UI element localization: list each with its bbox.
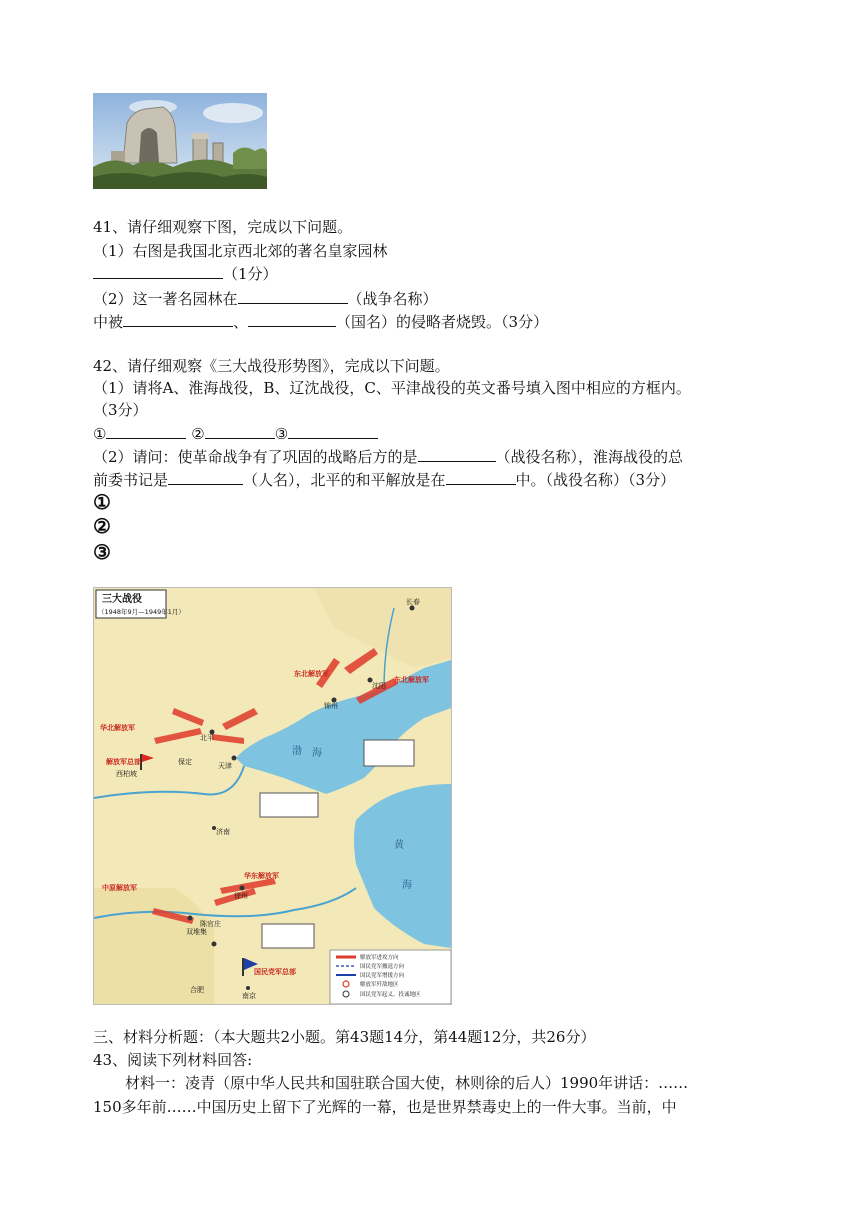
legend-3: 国民党军增援方向 [360,973,405,979]
map-subtitle: （1948年9月—1949年1月） [98,608,185,616]
q42-marker-2: ② [93,514,111,538]
q41-part1-answer-line [93,262,278,285]
q42-blank-box1[interactable] [106,422,186,439]
map-title: 三大战役 [102,594,142,605]
q42-label-3: ③ [274,425,289,443]
three-campaigns-map [93,587,452,1005]
q42-part3 [93,468,675,491]
q42-blank-person[interactable] [168,468,243,485]
q42-part2-text-b: （战役名称），淮海战役的总 [495,448,684,466]
label-xuzhou: 徐州 [234,892,248,900]
label-army-zhongyuan: 中原解放军 [102,884,137,892]
legend-1: 解放军进攻方向 [360,955,399,961]
q42-part2 [93,445,683,468]
q43-material1-line1: 材料一：凌青（原中华人民共和国驻联合国大使，林则徐的后人）1990年讲话：…… [125,1074,689,1092]
label-jinan: 济南 [216,828,230,836]
q42-label-2: ② [191,425,205,443]
legend-4: 解放军歼敌地区 [360,982,399,988]
label-tianjin: 天津 [218,762,232,770]
map-svg [94,588,451,1004]
label-jinzhou: 锦州 [324,702,338,710]
q41-part3-text-a: 中被 [93,313,124,331]
q42-blank-battle[interactable] [446,468,516,485]
q42-part3-text-b: （人名），北平的和平解放是在 [243,471,446,489]
label-army-huabei: 华北解放军 [100,724,135,732]
q42-box-answers [93,422,378,445]
q42-title: 42、请仔细观察《三大战役形势图》，完成以下问题。 [93,357,450,375]
q41-part2-text-a: （2）这一著名园林在 [93,290,238,308]
q41-blank-country2[interactable] [248,310,336,327]
legend-5: 国民党军起义、投诚地区 [360,992,421,998]
label-army-huadong: 华东解放军 [244,872,279,880]
label-chenguanzhuang: 陈官庄 [200,920,221,928]
section3-heading: 三、材料分析题：（本大题共2小题。第43题14分，第44题12分，共26分） [93,1028,596,1046]
q41-part1-score: （1分） [223,265,278,283]
label-hefei: 合肥 [190,986,204,994]
q41-title: 41、请仔细观察下图，完成以下问题。 [93,218,353,236]
label-army-dongbei: 东北解放军 [294,670,329,678]
label-yellowsea: 黄 [394,840,404,851]
q41-part1: （1）右图是我国北京西北郊的著名皇家园林 [93,242,388,260]
label-baoding: 保定 [178,758,192,766]
ruins-photo [93,93,267,189]
map-answer-box-2[interactable] [260,793,318,817]
label-xibaipo: 西柏坡 [116,770,137,778]
q41-part2 [93,287,438,310]
q42-label-1: ① [93,425,107,443]
label-bohai: 渤 [292,746,302,757]
map-answer-box-3[interactable] [262,924,314,948]
q42-marker-1: ① [93,490,111,514]
q41-part2-text-b: （战争名称） [347,290,438,308]
q42-part1-score: （3分） [93,401,148,419]
q43-title: 43、阅读下列材料回答: [93,1051,253,1069]
label-beiping: 北平 [200,734,214,742]
label-shenyang: 沈阳 [372,682,386,690]
q42-blank-campaign[interactable] [418,445,496,462]
q42-part2-text-a: （2）请问：使革命战争有了巩固的战略后方的是 [93,448,418,466]
q42-part1: （1）请将A、淮海战役，B、辽沈战役，C、平津战役的英文番号填入图中相应的方框内。 [93,379,691,397]
q42-part3-text-a: 前委书记是 [93,471,169,489]
label-pla-hq: 解放军总部 [106,758,141,766]
label-shuangduiji: 双堆集 [186,928,207,936]
q42-part3-text-c: 中。（战役名称）（3分） [515,471,676,489]
legend-2: 国民党军撤退方向 [360,964,405,970]
q42-blank-box3[interactable] [288,422,378,439]
map-answer-box-1[interactable] [364,740,414,766]
ruins-illustration [93,93,267,189]
q41-blank-war[interactable] [238,287,348,304]
q41-part3-sep: 、 [233,313,249,331]
label-bohai-2: 海 [312,748,322,759]
label-army-dongbei-2: 东北解放军 [394,676,429,684]
q41-blank-garden[interactable] [93,262,223,279]
q43-material1-line2: 150多年前……中国历史上留下了光辉的一幕，也是世界禁毒史上的一件大事。当前，中 [93,1098,677,1116]
label-changchun: 长春 [406,598,420,606]
label-kmt-hq: 国民党军总部 [254,968,296,976]
q42-marker-3: ③ [93,540,111,564]
q41-part3 [93,310,548,333]
label-yellowsea-2: 海 [402,880,412,891]
label-nanjing: 南京 [242,992,256,1000]
q42-blank-box2[interactable] [205,422,275,439]
q41-blank-country1[interactable] [123,310,233,327]
q41-part3-text-b: （国名）的侵略者烧毁。（3分） [336,313,549,331]
